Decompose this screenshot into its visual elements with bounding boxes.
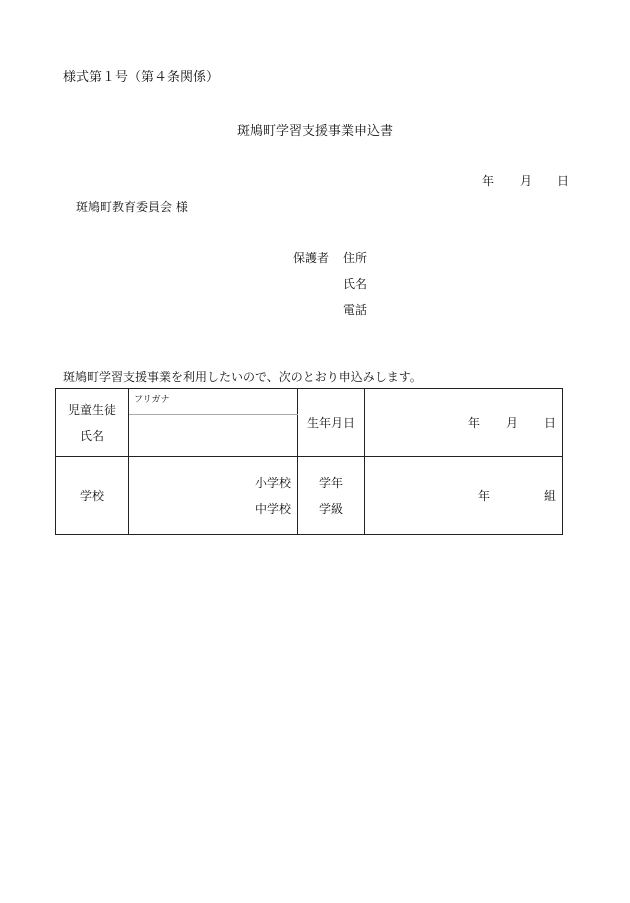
grade-label: 学年 [318,475,343,490]
class-label: 学級 [318,501,343,516]
student-label-line1: 児童生徒 [67,402,116,417]
junior-high-school-label: 中学校 [254,501,291,516]
guardian-address-label: 住所 [343,251,368,265]
grade-class-label-cell [298,457,365,535]
form-number: 様式第１号（第４条関係） [63,70,220,85]
elementary-school-label: 小学校 [254,475,291,490]
student-label-line2: 氏名 [79,428,104,443]
date-day-label: 日 [557,174,570,188]
furigana-label: フリガナ [134,395,170,405]
dob-day-label: 日 [543,416,556,430]
dob-value-cell[interactable] [365,389,563,457]
student-name-field[interactable] [129,415,298,457]
addressee: 斑鳩町教育委員会 様 [76,200,188,214]
class-unit-label: 組 [543,489,556,503]
document-title: 斑鳩町学習支援事業申込書 [236,124,393,139]
dob-label: 生年月日 [298,389,365,457]
school-type-cell[interactable] [129,457,298,535]
guardian-name-label: 氏名 [343,277,368,291]
dob-month-label: 月 [505,416,518,430]
guardian-phone-label: 電話 [343,303,368,317]
furigana-cell[interactable] [129,389,298,415]
student-label-cell [56,389,129,457]
guardian-label: 保護者 [293,251,330,265]
date-month-label: 月 [520,174,533,188]
grade-unit-label: 年 [477,489,490,503]
date-year-label: 年 [482,174,495,188]
school-label: 学校 [56,457,129,535]
grade-class-value-cell[interactable] [365,457,563,535]
dob-year-label: 年 [467,416,480,430]
intro-text: 斑鳩町学習支援事業を利用したいので、次のとおり申込みします。 [63,370,422,384]
application-table [55,388,563,535]
